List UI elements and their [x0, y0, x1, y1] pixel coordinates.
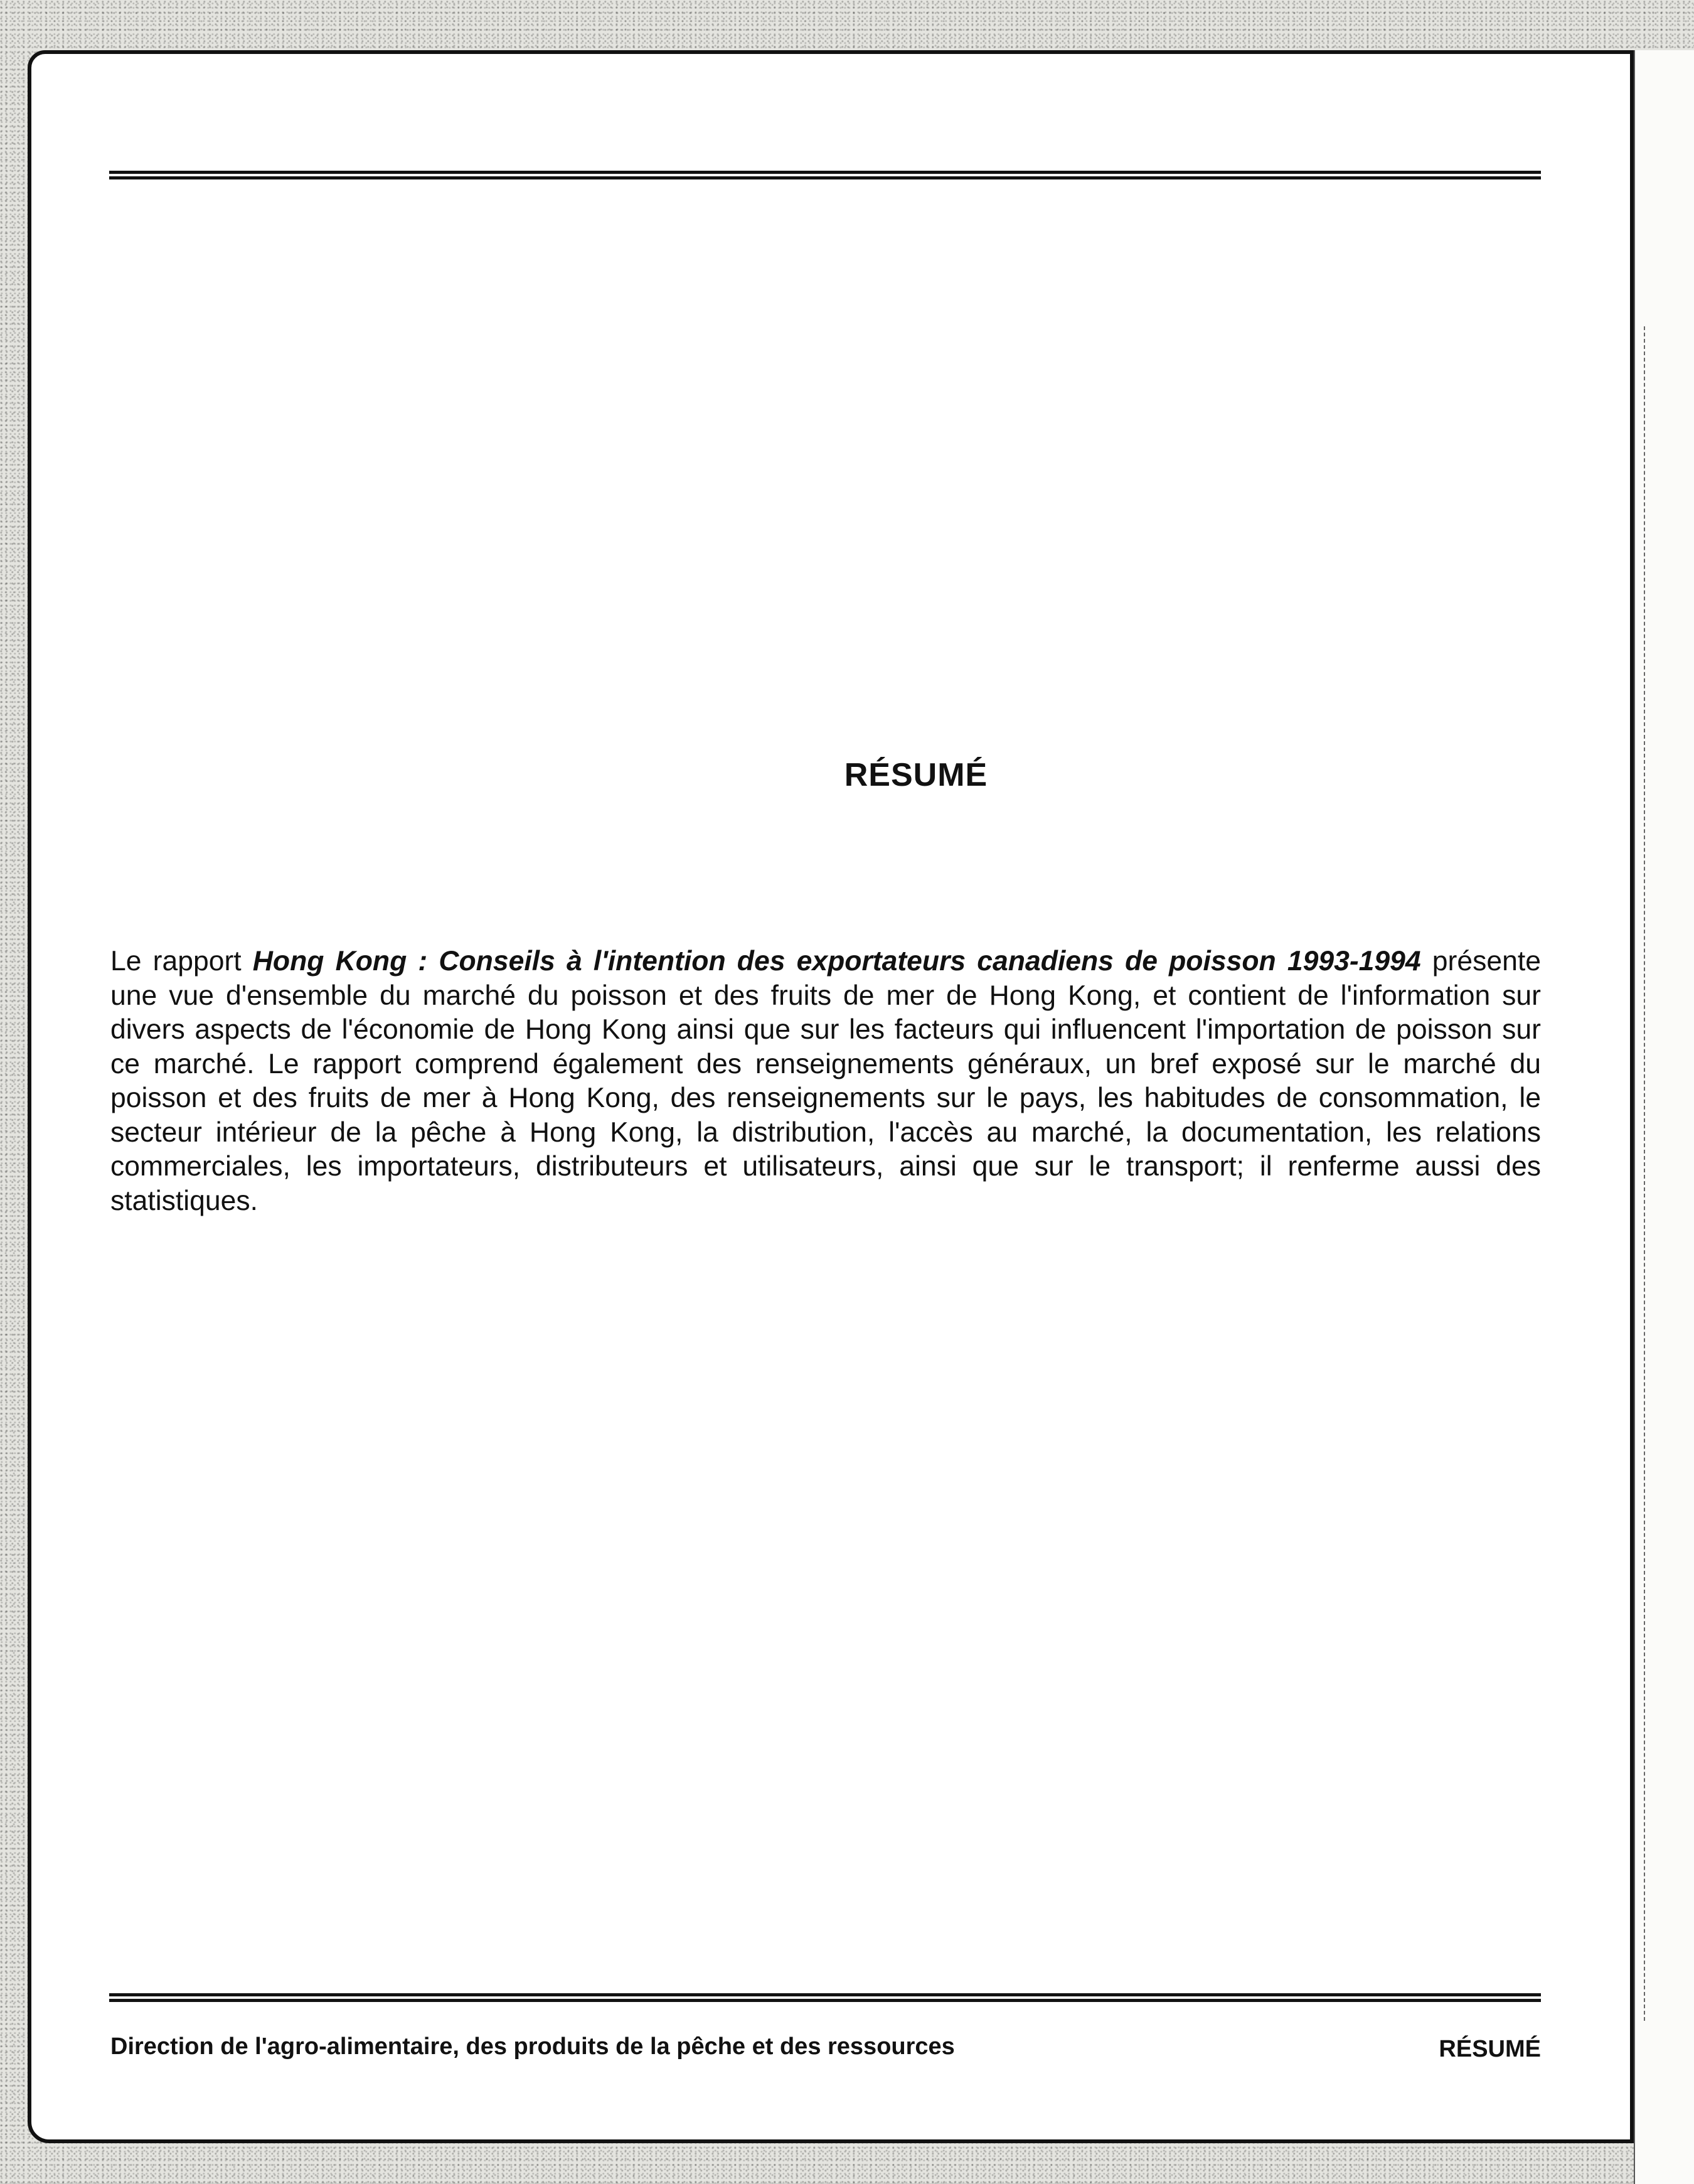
report-title: Hong Kong : Conseils à l'intention des exportateurs canadiens de poisson 1993-1994	[252, 946, 1421, 977]
footer-section-label: RÉSUMÉ	[1439, 2036, 1541, 2062]
footer-rule	[109, 1993, 1541, 2002]
page-edge-mark	[1644, 326, 1648, 2021]
adjacent-page-edge	[1634, 50, 1694, 2184]
paragraph-body: présente une vue d'ensemble du marché du poisson et des fruits de mer de Hong Kong, et contient de l'information sur divers aspects de l'économie de Hong Kong ainsi que sur les facteurs qui influencent l'importation de poisson sur ce marché. Le rapport comprend également des renseignements généraux, un bref exposé sur le marché du poisson et des fruits de mer à Hong Kong, des renseignements sur le pays, les habitudes de consommation, le secteur intérieur de la pêche à Hong Kong, la distribution, l'accès au marché, la documentation, les relations commerciales, les importateurs, distributeurs et utilisateurs, ainsi que sur le transport; il renferme aussi des statistiques.	[110, 946, 1541, 1216]
paragraph-lead: Le rapport	[110, 946, 253, 977]
header-rule	[109, 171, 1541, 179]
page-title: RÉSUMÉ	[844, 757, 988, 793]
footer-department: Direction de l'agro-alimentaire, des produits de la pêche et des ressources	[110, 2033, 955, 2060]
summary-paragraph	[110, 945, 1541, 1218]
